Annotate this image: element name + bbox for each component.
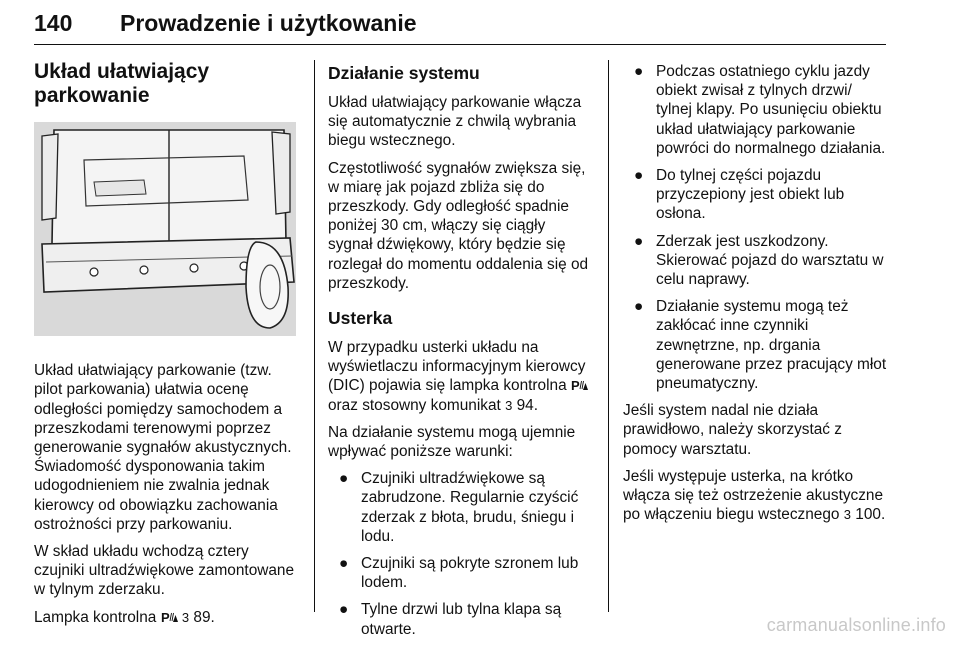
list-item-text: Czujniki ultradźwiękowe są zabrudzone. Regularnie czyścić zderzak z błota, brudu, śniegu i lodu. xyxy=(361,470,579,545)
section-title-line: parkowanie xyxy=(34,84,150,107)
operation-title: Działanie systemu xyxy=(328,63,480,83)
lamp-paragraph xyxy=(34,608,296,627)
page-reference-icon: 3 xyxy=(181,609,190,625)
list-item xyxy=(328,554,594,592)
fault-text: oraz stosowny komunikat xyxy=(328,396,501,414)
conditions-list-continued xyxy=(623,62,889,393)
intro-paragraph: Układ ułatwiający parkowanie (tzw. pilot parkowania) ułatwia ocenę odległości pomiędzy samochodem a przeszkodami terenowymi poprzez generowanie sygnałów akustycznych. Świadomość dysponowania takim udogodnieniem nie zwalnia jednak kierowcy od obowiązku zachowania ostrożności przy parkowaniu. xyxy=(34,362,292,533)
column-divider xyxy=(608,60,609,612)
operation-paragraph: Układ ułatwiający parkowanie włącza się automatycznie z chwilą wybrania biegu wstecznego. xyxy=(328,94,582,150)
header-rule xyxy=(34,44,886,45)
page-header xyxy=(34,10,886,50)
bullet-icon: ● xyxy=(339,555,349,573)
list-item-text: Do tylnej części pojazdu przyczepiony jest obiekt lub osłona. xyxy=(656,167,845,223)
warning-paragraph xyxy=(623,467,889,525)
svg-text:P: P xyxy=(160,609,170,623)
list-item-text: Zderzak jest uszkodzony. Skierować pojazd do warsztatu w celu naprawy. xyxy=(656,232,884,289)
sensors-paragraph: W skład układu wchodzą cztery czujniki ultradźwiękowe zamontowane w tylnym zderzaku. xyxy=(34,543,295,599)
page-reference: 100. xyxy=(855,506,886,524)
parking-lamp-icon xyxy=(161,610,178,623)
svg-text:P: P xyxy=(570,378,580,392)
page-reference: 94. xyxy=(516,396,538,414)
bullet-icon: ● xyxy=(634,63,644,80)
lamp-prefix: Lampka kontrolna xyxy=(34,608,157,626)
column-divider xyxy=(314,60,315,612)
fault-paragraph xyxy=(328,338,594,415)
list-item xyxy=(328,600,594,638)
bullet-icon: ● xyxy=(634,167,644,185)
list-item xyxy=(623,166,889,224)
column-1 xyxy=(34,60,296,635)
fault-text: W przypadku usterki układu na wyświetlaczu informacyjnym kierowcy (DIC) pojawia się lampka kontrolna xyxy=(328,339,586,395)
list-item-text: Podczas ostatniego cyklu jazdy obiekt zwisał z tylnych drzwi/ tylnej klapy. Po usunięciu obiektu układ ułatwiający parkowanie powróci do normalnego działania. xyxy=(656,63,886,157)
list-item-text: Działanie systemu mogą też zakłócać inne czynniki zewnętrzne, np. drgania generowane przez pracujący młot pneumatyczny. xyxy=(656,298,887,393)
conditions-intro: Na działanie systemu mogą ujemnie wpływać poniższe warunki: xyxy=(328,423,576,461)
persist-paragraph: Jeśli system nadal nie działa prawidłowo, należy skorzystać z pomocy warsztatu. xyxy=(623,402,842,458)
page-reference-icon: 3 xyxy=(505,397,513,413)
page-reference: 89. xyxy=(193,608,215,626)
list-item-text: Czujniki są pokryte szronem lub lodem. xyxy=(361,555,579,592)
page-number: 140 xyxy=(34,10,73,36)
running-title: Prowadzenie i użytkowanie xyxy=(120,10,417,36)
section-title-line: Układ ułatwiający xyxy=(34,60,210,83)
list-item xyxy=(623,62,889,158)
page-reference-icon: 3 xyxy=(843,507,851,523)
list-item-text: Tylne drzwi lub tylna klapa są otwarte. xyxy=(361,601,562,638)
operation-paragraph: Częstotliwość sygnałów zwiększa się, w miarę jak pojazd zbliża się do przeszkody. Gdy odległość spadnie poniżej 30 cm, włączy się ciągły sygnał dźwiękowy, który będzie się rozlegał do momentu oddalenia się od przeszkody. xyxy=(328,159,589,292)
parking-lamp-icon xyxy=(571,378,588,391)
column-2 xyxy=(328,62,594,647)
list-item xyxy=(623,232,889,290)
conditions-list xyxy=(328,469,594,639)
list-item xyxy=(328,469,594,546)
section-title xyxy=(34,60,296,108)
bullet-icon: ● xyxy=(339,601,349,619)
bullet-icon: ● xyxy=(634,232,644,250)
watermark: carmanualsonline.info xyxy=(766,615,946,635)
warning-text: Jeśli występuje usterka, na krótko włącza się też ostrzeżenie akustyczne po włączeniu biegu wstecznego xyxy=(623,467,884,524)
fault-title: Usterka xyxy=(328,308,393,329)
bullet-icon: ● xyxy=(634,298,644,316)
rear-bumper-illustration xyxy=(34,122,296,336)
bullet-icon: ● xyxy=(339,470,349,488)
column-3 xyxy=(623,62,889,532)
list-item xyxy=(623,297,889,393)
